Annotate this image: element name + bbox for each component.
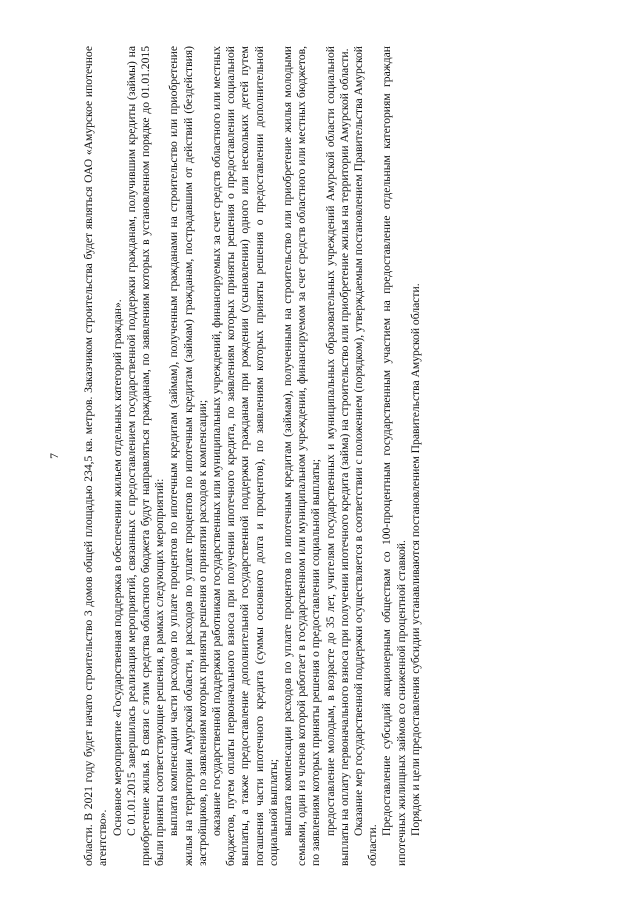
document-body — [82, 46, 423, 866]
paragraph-compensation-interest: выплата компенсации части расходов по уплате процентов по ипотечным кредитам (займам), полученным гражданами на строительство или приобретение жилья на территории Амурской области, и расходов по уплате процентов по ипотечным кредитам (займам) гражданам, пострадавшим от действий (бездействия) застройщиков, по заявлениям которых приняты решения о принятии расходов к компенсации; — [167, 46, 209, 866]
paragraph-support-measures: Оказание мер государственной поддержки осуществляется в соответствии с положением (порядком), утверждаемым постановлением Правительства Амурской области. — [352, 46, 380, 866]
paragraph-subsidies: Предоставление субсидий акционерным обществам со 100-процентным государственным участием на предоставление отдельным категориям граждан ипотечных жилищных займов со сниженной процентной ставкой. — [380, 46, 408, 866]
paragraph-young-teachers: предоставление молодым, в возрасте до 35 лет, учителям государственных и муниципальных образовательных учреждений Амурской области социальной выплаты на оплату первоначального взноса при получении ипотечного кредита (займа) на строительство или приобретение жилья на территории Амурской области. — [323, 46, 351, 866]
paragraph-completion: С 01.01.2015 завершилась реализация мероприятий, связанных с предоставлением государственной поддержки гражданам, получившим кредиты (займы) на приобретение жилья. В связи с этим средства областного бюджета будут направляться гражданам, по заявлениям которых в установленном порядке до 01.01.2015 были приняты соответствующие решения, в рамках следующих мероприятий: — [124, 46, 167, 866]
paragraph-subsidy-procedure: Порядок и цели предоставления субсидии устанавливаются постановлением Правительства Амурской области. — [408, 283, 422, 836]
page-number: 7 — [48, 453, 61, 459]
paragraph-young-families: выплата компенсации расходов по уплате процентов по ипотечным кредитам (займам), полученным на строительство или приобретение жилья молодыми семьями, один из членов которой работает в государственном или муниципальном учреждении, финансируемом за счет средств областного или местных бюджетов, по заявлениям которых приняты решения о предоставлении социальной выплаты; — [281, 46, 323, 866]
rotated-content — [48, 46, 594, 866]
paragraph-state-support-workers: оказание государственной поддержки работникам государственных или муниципальных учреждений, финансируемых за счет средств областного или местных бюджетов, путем оплаты первоначального взноса при получении ипотечного кредита, по заявлениям которых приняты решения о предоставлении социальной выплаты, а также предоставление дополнительной государственной поддержки гражданам при рождении (усыновлении) одного или нескольких детей путем погашения части ипотечного кредита (суммы основного долга и процентов), по заявлениям которых приняты решения о предоставлении дополнительной социальной выплаты; — [210, 46, 280, 866]
paragraph-construction: области. В 2021 году будет начато строительство 3 домов общей площадью 234,5 кв. метров. Заказчиком строительства будет являться ОАО «Амурское ипотечное агентство». — [82, 46, 110, 866]
paragraph-main-activity: Основное мероприятие «Государственная поддержка в обеспечении жильем отдельных категорий граждан». — [110, 299, 124, 836]
